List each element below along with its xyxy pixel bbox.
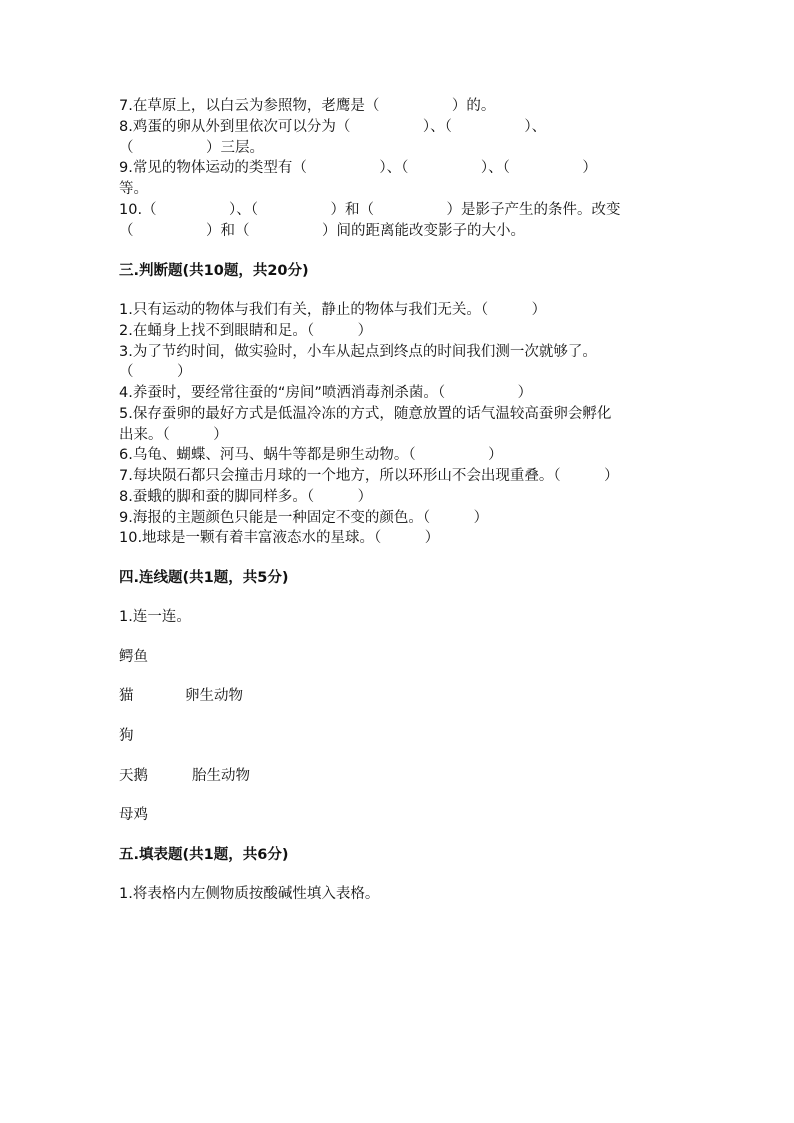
fill-blank-line-9a: 9.常见的物体运动的类型有（ ）、（ ）、（ ）	[119, 160, 597, 176]
fill-blank-line-10b: （ ）和（ ）间的距离能改变影子的大小。	[119, 223, 525, 239]
section-5-heading: 五.填表题(共1题，共6分)	[119, 847, 289, 863]
matching-question: 1.连一连。	[119, 609, 191, 625]
matching-left-item: 狗	[119, 728, 134, 744]
matching-left-item: 母鸡	[119, 807, 148, 823]
matching-left-item: 天鹅	[119, 768, 148, 784]
section-4-heading: 四.连线题(共1题，共5分)	[119, 570, 289, 586]
judge-item-3a: 3.为了节约时间，做实验时，小车从起点到终点的时间我们测一次就够了。	[119, 344, 597, 360]
judge-item-4: 4.养蚕时，要经常往蚕的“房间”喷洒消毒剂杀菌。（ ）	[119, 385, 533, 401]
judge-item-3b: （ ）	[119, 364, 192, 380]
judge-item-2: 2.在蛹身上找不到眼睛和足。（ ）	[119, 323, 373, 339]
fill-blank-line-9b: 等。	[119, 181, 148, 197]
matching-right-item: 卵生动物	[185, 688, 243, 704]
fill-blank-line-8a: 8.鸡蛋的卵从外到里依次可以分为（ ）、（ ）、	[119, 119, 547, 135]
judge-item-1: 1.只有运动的物体与我们有关，静止的物体与我们无关。（ ）	[119, 302, 547, 318]
judge-item-7: 7.每块陨石都只会撞击月球的一个地方，所以环形山不会出现重叠。（ ）	[119, 468, 619, 484]
judge-item-10: 10.地球是一颗有着丰富液态水的星球。（ ）	[119, 530, 440, 546]
judge-item-5a: 5.保存蚕卵的最好方式是低温冷冻的方式，随意放置的话气温较高蚕卵会孵化	[119, 406, 612, 422]
matching-left-item: 猫	[119, 688, 134, 704]
matching-left-item: 鳄鱼	[119, 649, 148, 665]
fill-blank-line-8b: （ ）三层。	[119, 140, 264, 156]
judge-item-9: 9.海报的主题颜色只能是一种固定不变的颜色。（ ）	[119, 510, 489, 526]
judge-item-5b: 出来。（ ）	[119, 427, 228, 443]
table-question: 1.将表格内左侧物质按酸碱性填入表格。	[119, 886, 380, 902]
section-3-heading: 三.判断题(共10题，共20分)	[119, 263, 309, 279]
fill-blank-line-7: 7.在草原上，以白云为参照物，老鹰是（ ）的。	[119, 98, 496, 114]
fill-blank-line-10a: 10.（ ）、（ ）和（ ）是影子产生的条件。改变	[119, 202, 621, 218]
judge-item-6: 6.乌龟、蝴蝶、河马、蜗牛等都是卵生动物。（ ）	[119, 447, 503, 463]
judge-item-8: 8.蚕蛾的脚和蚕的脚同样多。（ ）	[119, 489, 373, 505]
matching-right-item: 胎生动物	[192, 768, 250, 784]
